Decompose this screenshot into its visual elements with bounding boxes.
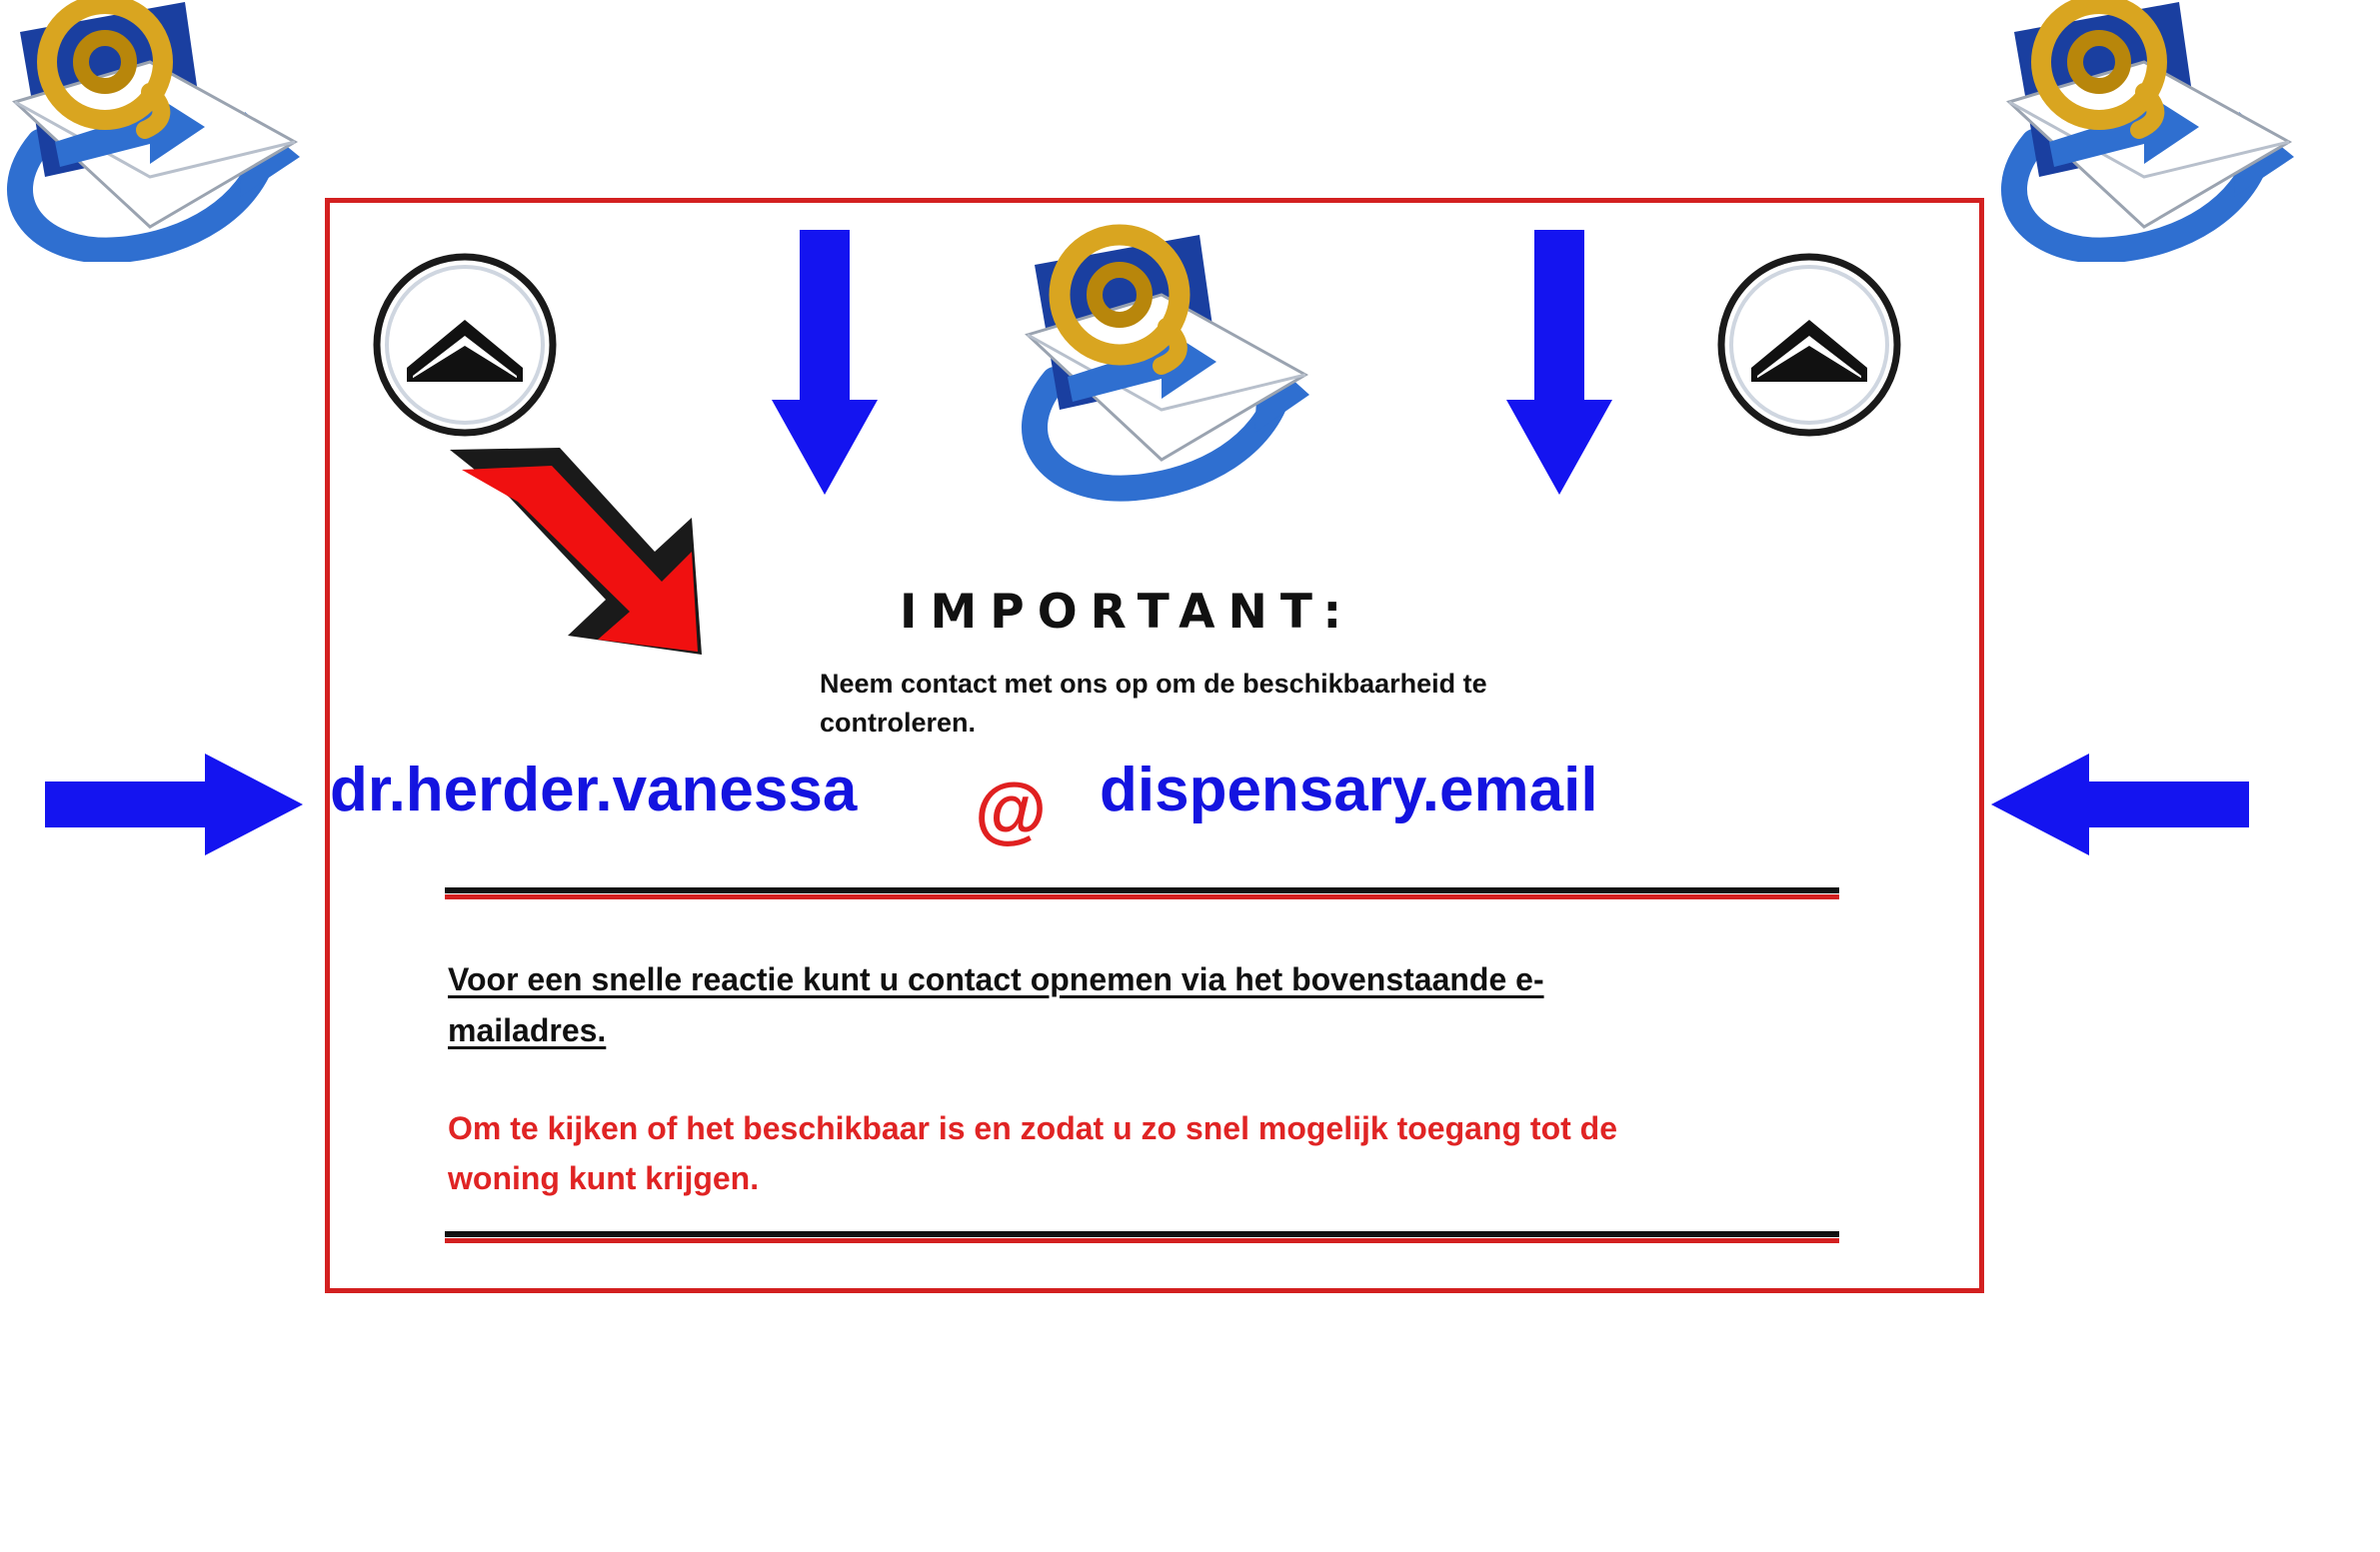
availability-paragraph: Om te kijken of het beschikbaar is en zodat u zo snel mogelijk toegang tot de woning kunt krijgen. — [448, 1110, 1617, 1196]
instruction-paragraph — [448, 954, 1647, 1056]
important-heading: IMPORTANT: — [900, 585, 1355, 640]
divider-top-red — [445, 894, 1839, 899]
blue-arrow-right-icon — [45, 750, 305, 859]
blue-arrow-left-icon — [1989, 750, 2249, 859]
email-envelope-at-icon-top-right — [1994, 0, 2294, 262]
email-domain-part: dispensary.email — [1100, 756, 1598, 824]
divider-top-black — [445, 887, 1839, 893]
divider-bottom-black — [445, 1231, 1839, 1237]
divider-bottom-red — [445, 1238, 1839, 1243]
email-envelope-at-icon-top-left — [0, 0, 300, 262]
email-at-symbol: @ — [975, 768, 1048, 850]
divider-bottom — [445, 1231, 1839, 1243]
email-local-part: dr.herder.vanessa — [330, 756, 858, 824]
divider-top — [445, 887, 1839, 899]
instruction-paragraph-text: Voor een snelle reactie kunt u contact opnemen via het bovenstaande e-mailadres. — [448, 961, 1544, 1049]
email-address-row — [330, 755, 1969, 859]
important-subtext: Neem contact met ons op om de beschikbaarheid te controleren. — [820, 669, 1487, 739]
